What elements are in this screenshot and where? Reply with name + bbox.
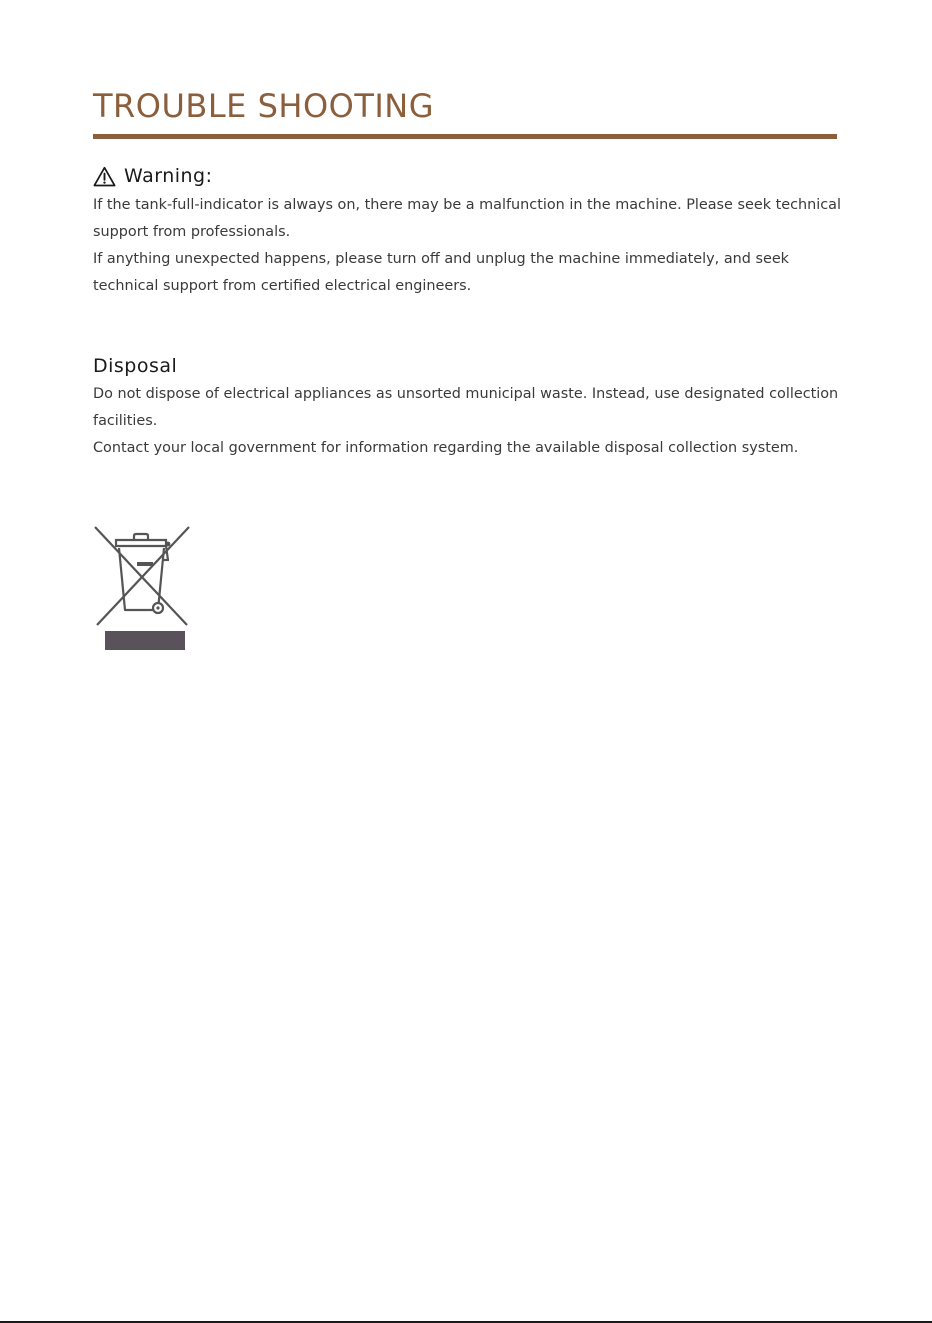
disposal-line: Do not dispose of electrical appliances as unsorted municipal waste. Instead, use designated collection — [93, 386, 839, 402]
warning-triangle-icon — [93, 166, 116, 187]
warning-line: If anything unexpected happens, please turn off and unplug the machine immediately, and seek — [93, 251, 790, 267]
warning-text — [93, 192, 839, 300]
disposal-line: Contact your local government for information regarding the available disposal collection system. — [93, 440, 799, 456]
warning-line: If the tank-full-indicator is always on, there may be a malfunction in the machine. Please seek technical — [93, 197, 841, 213]
title-divider — [93, 134, 837, 139]
warning-label: Warning: — [124, 165, 213, 187]
crossed-out-wheelie-bin-icon — [92, 524, 192, 652]
disposal-text — [93, 381, 839, 462]
disposal-heading: Disposal — [93, 355, 178, 377]
warning-line: support from professionals. — [93, 224, 291, 240]
disposal-line: facilities. — [93, 413, 158, 429]
warning-line: technical support from certified electrical engineers. — [93, 278, 472, 294]
warning-heading — [93, 163, 213, 189]
page-title: TROUBLE SHOOTING — [93, 87, 435, 125]
